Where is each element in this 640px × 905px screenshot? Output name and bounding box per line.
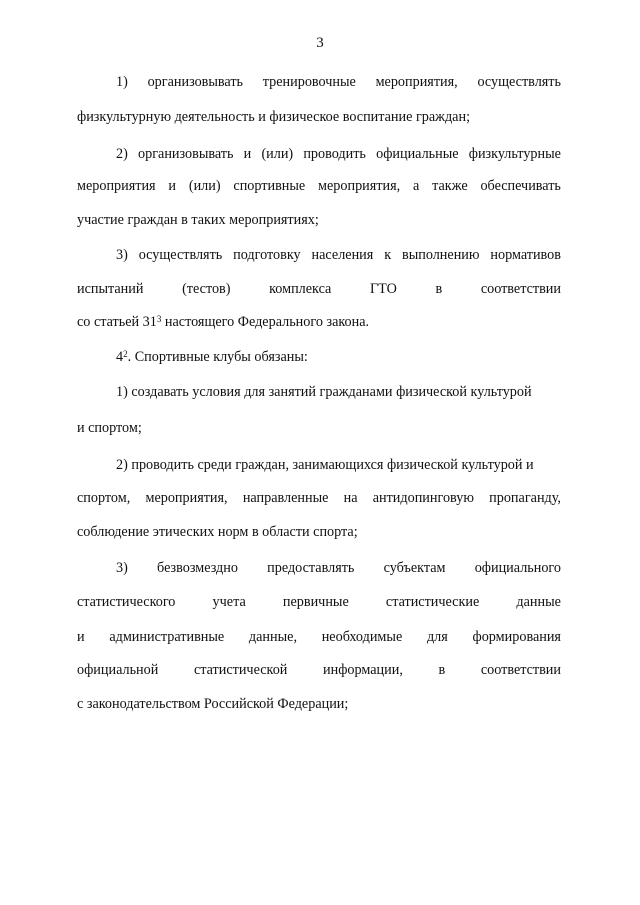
- text-line: [77, 593, 561, 611]
- word: необходимые: [321, 629, 403, 645]
- word: и: [77, 629, 85, 645]
- word: информации,: [323, 662, 403, 678]
- text-line: [77, 313, 561, 331]
- word: осуществлять: [477, 74, 561, 90]
- text-line: и спортом;: [77, 420, 142, 436]
- word: организовывать: [147, 74, 244, 90]
- word: а: [413, 178, 420, 194]
- word: мероприятия,: [318, 178, 401, 194]
- word: соответствии: [480, 281, 561, 297]
- word: данные: [516, 594, 561, 610]
- word: также: [432, 178, 468, 194]
- word: для: [426, 629, 448, 645]
- word: к: [384, 247, 392, 263]
- word: и: [168, 178, 177, 194]
- word: подготовку: [233, 247, 301, 263]
- text-line: участие граждан в таких мероприятиях;: [77, 212, 319, 228]
- text-line: [116, 559, 561, 577]
- word: и: [243, 146, 252, 162]
- word: 1): [116, 74, 128, 90]
- text-line: с законодательством Российской Федерации;: [77, 696, 349, 712]
- word: (или): [188, 178, 221, 194]
- word: испытаний: [77, 281, 144, 297]
- text-line: соблюдение этических норм в области спорта;: [77, 524, 358, 540]
- word: организовывать: [138, 146, 234, 162]
- superscript: 3: [156, 314, 162, 324]
- word: субъектам: [383, 560, 446, 576]
- text-segment: . Спортивные клубы обязаны:: [127, 349, 308, 365]
- word: мероприятия: [77, 178, 156, 194]
- text-segment: со статьей 31: [77, 314, 157, 330]
- word: административные: [109, 629, 225, 645]
- word: официальные: [376, 146, 459, 162]
- word: учета: [212, 594, 246, 610]
- word: осуществлять: [138, 247, 223, 263]
- text-line: [77, 489, 561, 507]
- word: нормативов: [490, 247, 561, 263]
- text-segment: 4: [116, 349, 124, 365]
- word: статистического: [77, 594, 176, 610]
- word: ГТО: [369, 281, 397, 297]
- word: мероприятия,: [375, 74, 458, 90]
- word: безвозмездно: [157, 560, 238, 576]
- word: обеспечивать: [480, 178, 561, 194]
- text-segment: настоящего Федерального закона.: [161, 314, 370, 330]
- text-line: [116, 246, 561, 264]
- text-line: [116, 73, 561, 91]
- word: комплекса: [269, 281, 332, 297]
- text-line: [77, 661, 561, 679]
- section-heading: [116, 348, 561, 366]
- page-number: 3: [316, 35, 324, 51]
- word: мероприятия,: [145, 490, 228, 506]
- word: 3): [116, 560, 128, 576]
- word: (тестов): [182, 281, 231, 297]
- text-line: [77, 628, 561, 646]
- word: предоставлять: [267, 560, 355, 576]
- word: 3): [116, 247, 128, 263]
- text-line: 1) создавать условия для занятий гражданами физической культурой: [116, 384, 532, 400]
- word: в: [438, 662, 446, 678]
- text-line: физкультурную деятельность и физическое воспитание граждан;: [77, 109, 471, 125]
- word: 2): [116, 146, 128, 162]
- word: официального: [474, 560, 561, 576]
- text-line: [77, 280, 561, 298]
- word: статистические: [385, 594, 480, 610]
- word: проводить: [303, 146, 366, 162]
- word: направленные: [242, 490, 329, 506]
- word: соответствии: [480, 662, 561, 678]
- text-line: [77, 177, 561, 195]
- word: спортом,: [77, 490, 131, 506]
- word: данные,: [248, 629, 297, 645]
- word: спортивные: [233, 178, 306, 194]
- superscript: 2: [123, 349, 128, 359]
- word: пропаганду,: [489, 490, 561, 506]
- word: антидопинговую: [372, 490, 474, 506]
- word: статистической: [193, 662, 288, 678]
- word: в: [435, 281, 443, 297]
- word: физкультурные: [468, 146, 561, 162]
- word: выполнению: [402, 247, 480, 263]
- word: формирования: [472, 629, 561, 645]
- text-line: 2) проводить среди граждан, занимающихся физической культурой и: [116, 457, 534, 473]
- word: первичные: [282, 594, 349, 610]
- word: на: [343, 490, 358, 506]
- word: населения: [311, 247, 374, 263]
- word: тренировочные: [262, 74, 356, 90]
- word: официальной: [77, 662, 159, 678]
- text-line: [116, 145, 561, 163]
- word: (или): [261, 146, 294, 162]
